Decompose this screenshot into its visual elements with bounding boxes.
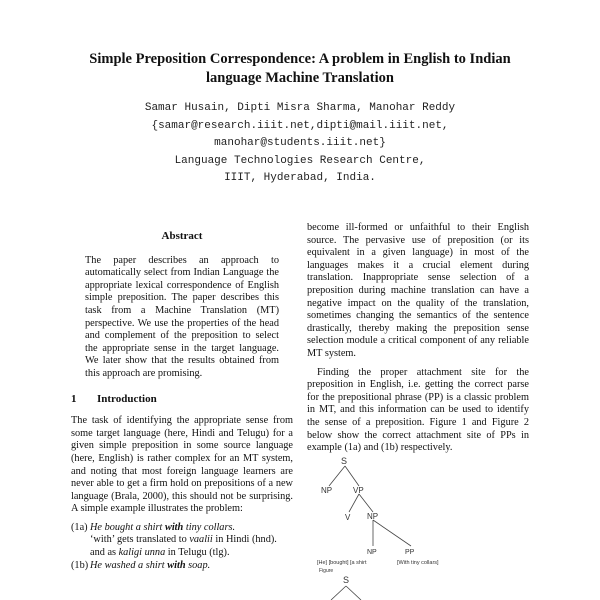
right-column	[307, 222, 529, 461]
tree-edge	[346, 586, 361, 600]
tree-edge	[345, 466, 359, 486]
gloss-word: kaligi unna	[118, 547, 166, 559]
author-block	[60, 100, 540, 188]
example-text: tiny collars.	[183, 521, 236, 533]
example-1a	[71, 522, 293, 535]
title-line-2: language Machine Translation	[206, 70, 394, 86]
gloss-word: vaalii	[189, 534, 213, 546]
example-text: He washed a shirt	[90, 559, 168, 571]
example-1a-gloss	[71, 534, 293, 547]
tree-node-v: V	[345, 513, 351, 522]
gloss-text: and as	[90, 547, 119, 559]
right-paragraph-2: Finding the proper attachment site for the preposition in English, i.e. getting the correct parse for the prepositional phrase (PP) is a classic problem in MT, and this information can be used to identify the sense of a preposition. Figure 1 and Figure 2 below show the correct attachment site of PPs in example (1a) and (1b) respectively.	[307, 366, 529, 454]
tree-node-s-2: S	[343, 575, 350, 585]
example-text: He bought a shirt	[90, 521, 165, 533]
tree-node-pp: PP	[405, 549, 415, 556]
example-preposition: with	[167, 559, 186, 571]
gloss-text: in Telugu (tlg).	[165, 547, 230, 559]
author-emails-2: manohar@students.iiit.net}	[214, 137, 386, 149]
abstract-heading: Abstract	[161, 230, 203, 242]
tree-node-np: NP	[321, 486, 333, 495]
section-title: Introduction	[97, 392, 157, 405]
left-column	[71, 228, 293, 572]
example-1a-gloss-2	[71, 547, 293, 560]
abstract-text: The paper describes an approach to automatically select from Indian Language the appropriate lexical correspondence of English simple preposition. The paper describes this task from a Machine Translation (MT) perspective. We use the properties of the head and complement of the preposition to select the appropriate sense in the target language. We later show that the results obtained from this approach are promising.	[85, 254, 279, 379]
right-paragraph-1: become ill-formed or unfaithful to their English source. The pervasive use of preposition (or its equivalent in a given language) in most of the languages makes it a crucial element during translation. Inappropriate sense selection of a preposition during machine translation can have a negative impact on the quality of the translation, sometimes changing the semantics of the sentence drastically, thereby making the preposition sense selection module a critical component of any reliable MT system.	[307, 222, 529, 359]
example-label: (1b)	[71, 559, 89, 571]
section-heading-introduction	[71, 393, 293, 406]
example-preposition: with	[164, 521, 184, 533]
affiliation-2: IIIT, Hyderabad, India.	[224, 172, 376, 184]
author-emails-1: {samar@research.iiit.net,dipti@mail.iiit.net,	[151, 119, 449, 132]
tree-node-np2: NP	[367, 512, 379, 521]
parse-tree-figure	[315, 450, 495, 600]
intro-paragraph: The task of identifying the appropriate sense from some target language (here, Hindi and Telugu) for a given simple preposition in some source language (here, English) is rather complex for an MT system, and noting that most foreign language learners are never able to get a firm hold on prepositions of a new language (Brala, 2000), this should not be surprising. A simple example illustrates the problem:	[71, 415, 293, 515]
tree-node-s: S	[341, 456, 348, 466]
tree-leaf-1: [He] [bought] [a shirt	[317, 560, 367, 566]
tree-edge	[359, 494, 373, 512]
figure-caption: Figure	[319, 568, 334, 574]
gloss-text: ‘with’ gets translated to	[90, 534, 190, 546]
section-number: 1	[71, 392, 77, 405]
gloss-text: in Hindi (hnd).	[212, 534, 277, 546]
example-1b	[71, 560, 293, 573]
tree-leaf-2: [With tiny collars]	[397, 560, 439, 566]
tree-edge	[373, 520, 411, 546]
affiliation-1: Language Technologies Research Centre,	[174, 154, 426, 167]
title-line-1: Simple Preposition Correspondence: A problem in English to Indian	[89, 51, 511, 67]
tree-edge	[329, 466, 345, 486]
example-text: soap.	[185, 559, 211, 571]
example-label: (1a)	[71, 521, 88, 533]
tree-edge	[349, 494, 359, 512]
tree-edge	[331, 586, 346, 600]
author-names: Samar Husain, Dipti Misra Sharma, Manohar Reddy	[144, 102, 456, 114]
tree-node-vp: VP	[353, 486, 364, 495]
paper-title	[60, 50, 540, 88]
tree-node-np3: NP	[367, 549, 377, 556]
